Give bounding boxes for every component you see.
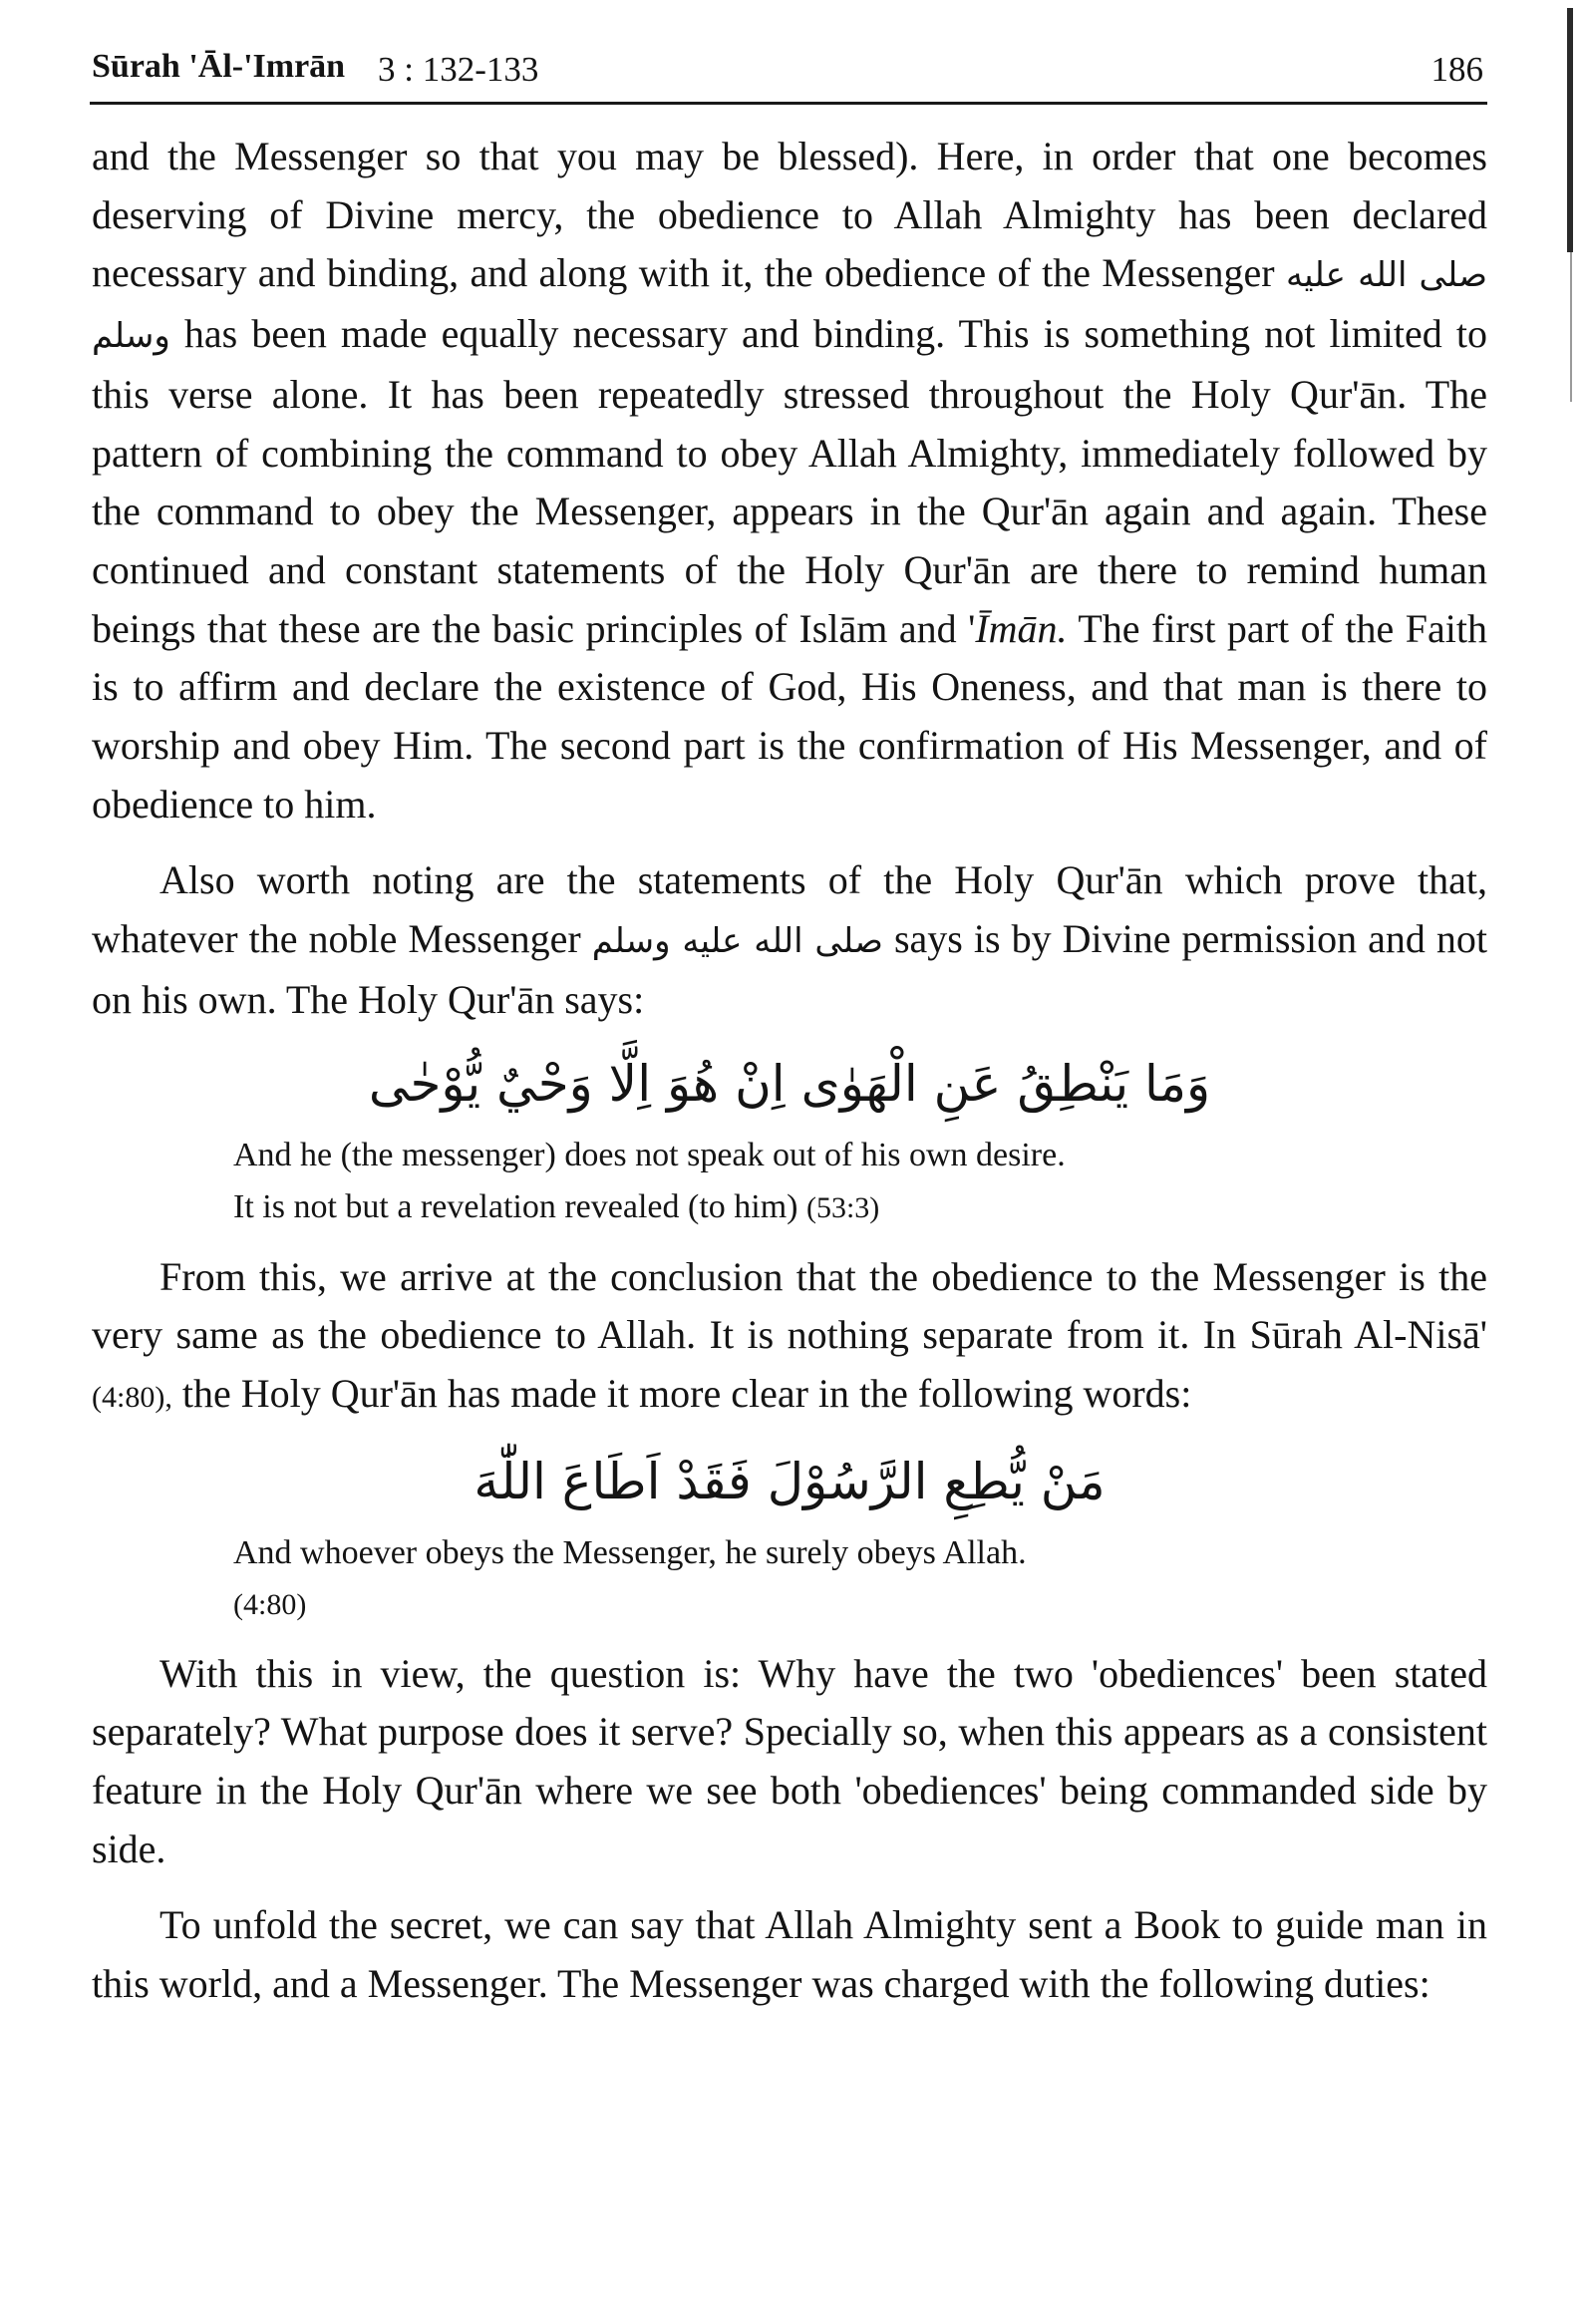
page-number: 186: [1430, 50, 1483, 89]
verse-1-translation-line-2: [233, 1181, 1487, 1234]
verse-1-translation-line-1: And he (the messenger) does not speak out of his own desire.: [233, 1136, 1066, 1173]
verse-2-reference: (4:80): [233, 1587, 307, 1621]
verse-2-translation: And whoever obeys the Messenger, he surely obeys Allah.: [233, 1533, 1027, 1571]
surah-title: Sūrah 'Āl-'Imrān: [92, 48, 346, 85]
paragraph-5: To unfold the secret, we can say that Allah Almighty sent a Book to guide man in this world, and a Messenger. The Messenger was charged with the following duties:: [92, 1902, 1487, 2007]
verse-1-translation-text: It is not but a revelation revealed (to him): [233, 1187, 798, 1225]
verse-1-reference: (53:3): [805, 1190, 880, 1224]
p2-text-a: Also worth noting are the statements of the Holy Qur'ān which prove that, whatever the noble Messenger: [92, 857, 1487, 962]
p1-text-a: and the Messenger so that you may be blessed). Here, in order that one becomes deserving of Divine mercy, the obedience to Allah Almighty has been declared necessary and binding, and along with it, the obedience of the Messenger: [92, 134, 1487, 296]
paragraph-3: [92, 1248, 1487, 1428]
p2-text-b: says is by Divine permission and not on his own. The Holy Qur'ān says:: [92, 916, 1488, 1022]
salutation-arabic: صلى الله عليه وسلم: [92, 255, 1488, 357]
quran-verse-53-3-arabic: وَمَا يَنْطِقُ عَنِ الْهَوٰى اِنْ هُوَ اِلَّا وَحْيٌ يُّوْحٰى: [368, 1054, 1211, 1113]
verse-range: 3 : 132-133: [378, 50, 539, 89]
quran-verse-4-80-arabic: مَنْ يُّطِعِ الرَّسُوْلَ فَقَدْ اَطَاعَ اللّٰهَ: [474, 1452, 1106, 1510]
salutation-arabic: صلى الله عليه وسلم: [591, 921, 883, 962]
iman-term: Īmān.: [975, 605, 1068, 651]
p3-reference: (4:80),: [92, 1380, 172, 1414]
page-body: [92, 128, 1487, 2014]
scan-margin-shadow: [1570, 252, 1572, 402]
p1-text-c: The first part of the Faith is to affirm and declare the existence of God, His Oneness, and that man is there to worship and obey Him. The second part is the confirmation of His Messenger, and of obedience to him.: [92, 605, 1488, 827]
header-rule: [90, 102, 1487, 105]
p3-text-a: From this, we arrive at the conclusion that the obedience to the Messenger is the very same as the obedience to Allah. It is nothing separate from it. In Sūrah Al-Nisā': [92, 1253, 1487, 1358]
paragraph-2: [92, 851, 1487, 1029]
paragraph-1: [92, 128, 1487, 833]
scan-margin-mark: [1567, 8, 1573, 252]
running-header: [92, 40, 1487, 102]
p1-text-b: has been made equally necessary and binding. This is something not limited to this verse alone. It has been repeatedly stressed throughout the Holy Qur'ān. The pattern of combining the command to obey Allah Almighty, immediately followed by the command to obey the Messenger, appears in the Qur'ān again and again. These continued and constant statements of the Holy Qur'ān are there to remind human beings that these are the basic principles of Islām and ': [92, 311, 1487, 651]
p3-text-b: the Holy Qur'ān has made it more clear in the following words:: [181, 1370, 1192, 1416]
paragraph-4: With this in view, the question is: Why have the two 'obediences' been stated separately? What purpose does it serve? Specially so, when this appears as a consistent feature in the Holy Qur'ān where we see both 'obediences' being commanded side by side.: [92, 1650, 1487, 1871]
